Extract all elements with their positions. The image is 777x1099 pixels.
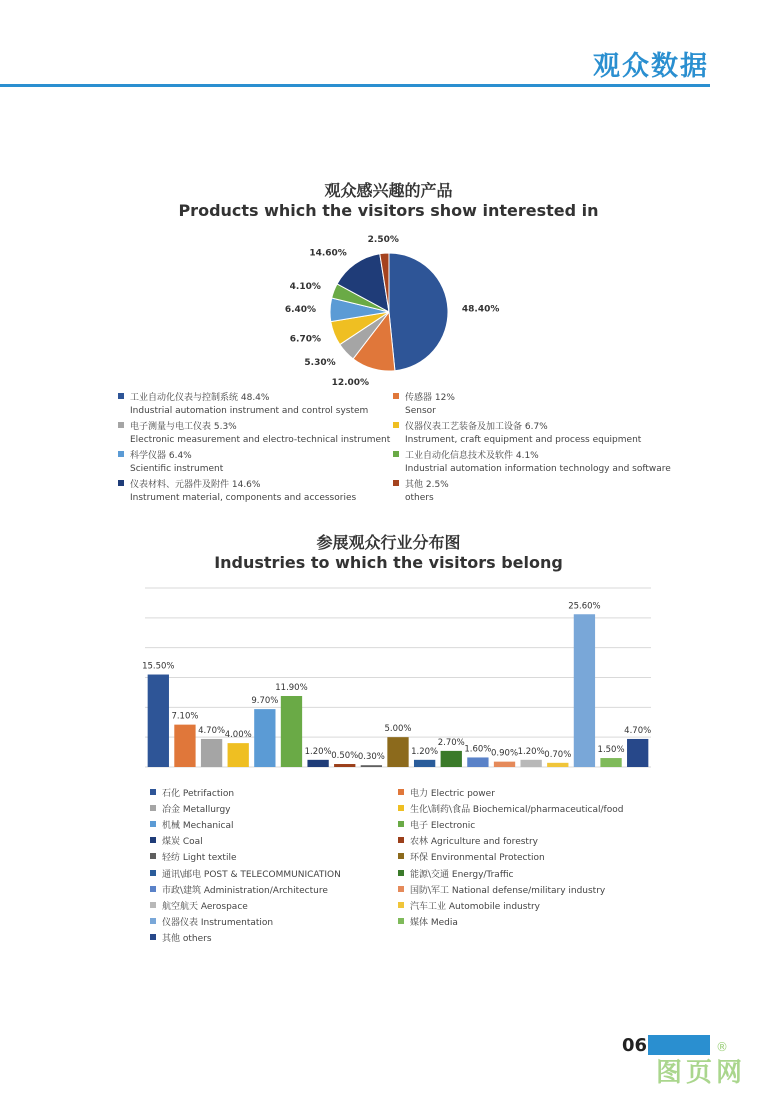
bar [307, 760, 328, 767]
bar-legend-item [150, 901, 248, 914]
legend-label: 环保 Environmental Protection [410, 853, 545, 864]
legend-swatch [150, 853, 156, 859]
legend-label: 汽车工业 Automobile industry [410, 901, 541, 912]
legend-label-en: Instrument, craft equipment and process equipment [405, 435, 642, 446]
legend-label: 市政\建筑 Administration/Architecture [162, 885, 328, 896]
legend-label: 生化\制药\食品 Biochemical/pharmaceutical/food [410, 805, 624, 816]
bar [627, 739, 648, 767]
legend-swatch [150, 918, 156, 924]
legend-label: 石化 Petrifaction [162, 789, 235, 799]
legend-label-en: Electronic measurement and electro-technical instrument [130, 435, 391, 446]
pie-data-label: 6.70% [289, 334, 322, 345]
bar-data-label: 4.00% [224, 730, 252, 741]
bar [467, 757, 488, 767]
bar-data-label: 0.70% [544, 749, 572, 760]
bar-legend-item [398, 804, 623, 817]
legend-label: 煤炭 Coal [162, 837, 203, 848]
legend-label-cn: 科学仪器 6.4% [130, 451, 192, 461]
legend-swatch [118, 422, 124, 428]
bar-legend-item [398, 917, 458, 930]
bar [148, 675, 169, 767]
legend-swatch [118, 393, 124, 399]
legend-label: 轻纺 Light textile [162, 853, 237, 864]
pie-chart [0, 228, 777, 398]
legend-swatch [150, 837, 156, 843]
bar-legend-item [398, 820, 475, 833]
bar-data-label: 4.70% [198, 725, 226, 736]
bar [441, 751, 462, 767]
bar [574, 614, 595, 767]
bar-legend-item [150, 917, 273, 930]
pie-data-label: 4.10% [289, 281, 321, 292]
pie-legend-item [118, 392, 368, 418]
page-number: 06 [622, 1035, 648, 1056]
legend-label-cn: 工业自动化信息技术及软件 4.1% [405, 451, 539, 461]
legend-swatch [398, 886, 404, 892]
watermark-logo: 图页网 [656, 1058, 747, 1088]
bar-data-label: 0.30% [357, 752, 385, 763]
bar [361, 765, 382, 767]
legend-label: 能源\交通 Energy/Traffic [410, 869, 514, 880]
legend-label: 机械 Mechanical [162, 821, 234, 832]
legend-label-en: Industrial automation instrument and control system [130, 406, 369, 417]
pie-legend-item [393, 421, 641, 447]
bar-title-cn: 参展观众行业分布图 [316, 533, 461, 552]
bar-legend-item [150, 804, 231, 817]
legend-swatch [150, 902, 156, 908]
legend-label: 国防\军工 National defense/military industry [410, 885, 606, 896]
pie-legend-item [118, 421, 390, 447]
bar [334, 764, 355, 767]
pie-data-label: 5.30% [304, 357, 336, 368]
legend-label-en: others [405, 493, 434, 504]
legend-swatch [118, 480, 124, 486]
pie-data-label: 48.40% [461, 304, 500, 315]
bar-data-label: 9.70% [251, 696, 279, 707]
legend-swatch [393, 480, 399, 486]
legend-swatch [150, 805, 156, 811]
legend-swatch [393, 393, 399, 399]
bar-legend-item [150, 852, 236, 865]
legend-swatch [150, 886, 156, 892]
bar [174, 725, 195, 767]
bar-legend-item [398, 869, 513, 882]
legend-label-cn: 仪器仪表工艺装备及加工设备 6.7% [405, 422, 548, 432]
bar-data-label: 0.90% [491, 748, 519, 759]
legend-label: 媒体 Media [410, 917, 458, 928]
bar-data-label: 11.90% [275, 682, 308, 693]
bar-legend-item [150, 836, 203, 849]
legend-swatch [398, 853, 404, 859]
bar-legend-item [398, 788, 495, 801]
pie-data-label: 6.40% [284, 305, 317, 316]
legend-label-cn: 其他 2.5% [405, 480, 449, 490]
bar-data-label: 4.70% [624, 725, 652, 736]
pie-legend-item [393, 392, 455, 418]
bar [547, 763, 568, 767]
pie-legend-item [118, 450, 223, 476]
bar [281, 696, 302, 767]
bar-title-en: Industries to which the visitors belong [214, 553, 563, 572]
bar-data-label: 1.50% [597, 745, 625, 756]
bar-legend-item [398, 852, 545, 865]
bar-data-label: 15.50% [142, 661, 175, 672]
legend-label-en: Industrial automation information technology and software [405, 464, 671, 475]
legend-label: 仪器仪表 Instrumentation [162, 917, 274, 928]
legend-label-en: Sensor [405, 406, 436, 417]
legend-swatch [150, 789, 156, 795]
bar-data-label: 1.20% [517, 746, 545, 757]
bar-data-label: 0.50% [331, 751, 359, 762]
page-title: 观众数据 [593, 51, 709, 82]
legend-label-cn: 电子测量与电工仪表 5.3% [130, 422, 237, 432]
registered-mark: ® [716, 1040, 728, 1054]
legend-swatch [398, 870, 404, 876]
bar-legend [150, 788, 750, 953]
legend-label: 冶金 Metallurgy [162, 805, 231, 816]
pie-slice [389, 253, 448, 371]
pie-legend [118, 392, 738, 508]
pie-data-label: 14.60% [309, 248, 347, 259]
pie-legend-item [118, 479, 356, 505]
legend-label: 电力 Electric power [410, 789, 495, 799]
pie-data-label: 12.00% [331, 378, 370, 389]
legend-swatch [398, 837, 404, 843]
legend-label: 其他 others [162, 933, 212, 944]
bar-legend-item [150, 885, 328, 898]
legend-swatch [398, 918, 404, 924]
bar-data-label: 1.20% [411, 746, 439, 757]
pie-title-en: Products which the visitors show interested in [178, 201, 599, 220]
bar-data-label: 5.00% [384, 724, 412, 735]
bar [201, 739, 222, 767]
bar [521, 760, 542, 767]
bar-legend-item [150, 933, 212, 946]
legend-swatch [398, 902, 404, 908]
bar [414, 760, 435, 767]
legend-swatch [398, 821, 404, 827]
legend-label: 农林 Agriculture and forestry [410, 837, 538, 848]
legend-label-cn: 工业自动化仪表与控制系统 48.4% [130, 393, 270, 403]
legend-label-cn: 传感器 12% [405, 393, 455, 403]
pie-legend-item [393, 479, 449, 505]
header-rule [0, 84, 710, 87]
legend-label-en: Instrument material, components and accessories [130, 493, 357, 504]
bar-data-label: 25.60% [568, 601, 601, 612]
legend-label: 通讯\邮电 POST & TELECOMMUNICATION [162, 869, 341, 880]
bar-legend-item [150, 788, 234, 801]
legend-swatch [150, 870, 156, 876]
bar [254, 709, 275, 767]
bar-legend-item [398, 901, 540, 914]
bar-legend-item [150, 869, 341, 882]
legend-label: 航空航天 Aerospace [162, 901, 248, 912]
pie-legend-item [393, 450, 671, 476]
bar [387, 737, 408, 767]
pie-data-label: 2.50% [367, 235, 399, 246]
legend-label: 电子 Electronic [410, 821, 476, 832]
bar [600, 758, 621, 767]
bar-legend-item [150, 820, 234, 833]
legend-label-cn: 仪表材料、元器件及附件 14.6% [130, 480, 261, 490]
legend-swatch [150, 821, 156, 827]
legend-swatch [398, 805, 404, 811]
bar-legend-item [398, 836, 538, 849]
legend-swatch [150, 934, 156, 940]
bar [228, 743, 249, 767]
bar-data-label: 1.60% [464, 744, 492, 755]
legend-swatch [398, 789, 404, 795]
legend-swatch [393, 422, 399, 428]
bar-legend-item [398, 885, 605, 898]
pie-title-cn: 观众感兴趣的产品 [324, 181, 453, 200]
legend-label-en: Scientific instrument [130, 464, 224, 475]
legend-swatch [118, 451, 124, 457]
bar-chart [0, 582, 777, 782]
bar-data-label: 7.10% [171, 711, 199, 722]
bar-data-label: 1.20% [304, 746, 332, 757]
bar-data-label: 2.70% [437, 737, 465, 748]
legend-swatch [393, 451, 399, 457]
bar [494, 762, 515, 767]
